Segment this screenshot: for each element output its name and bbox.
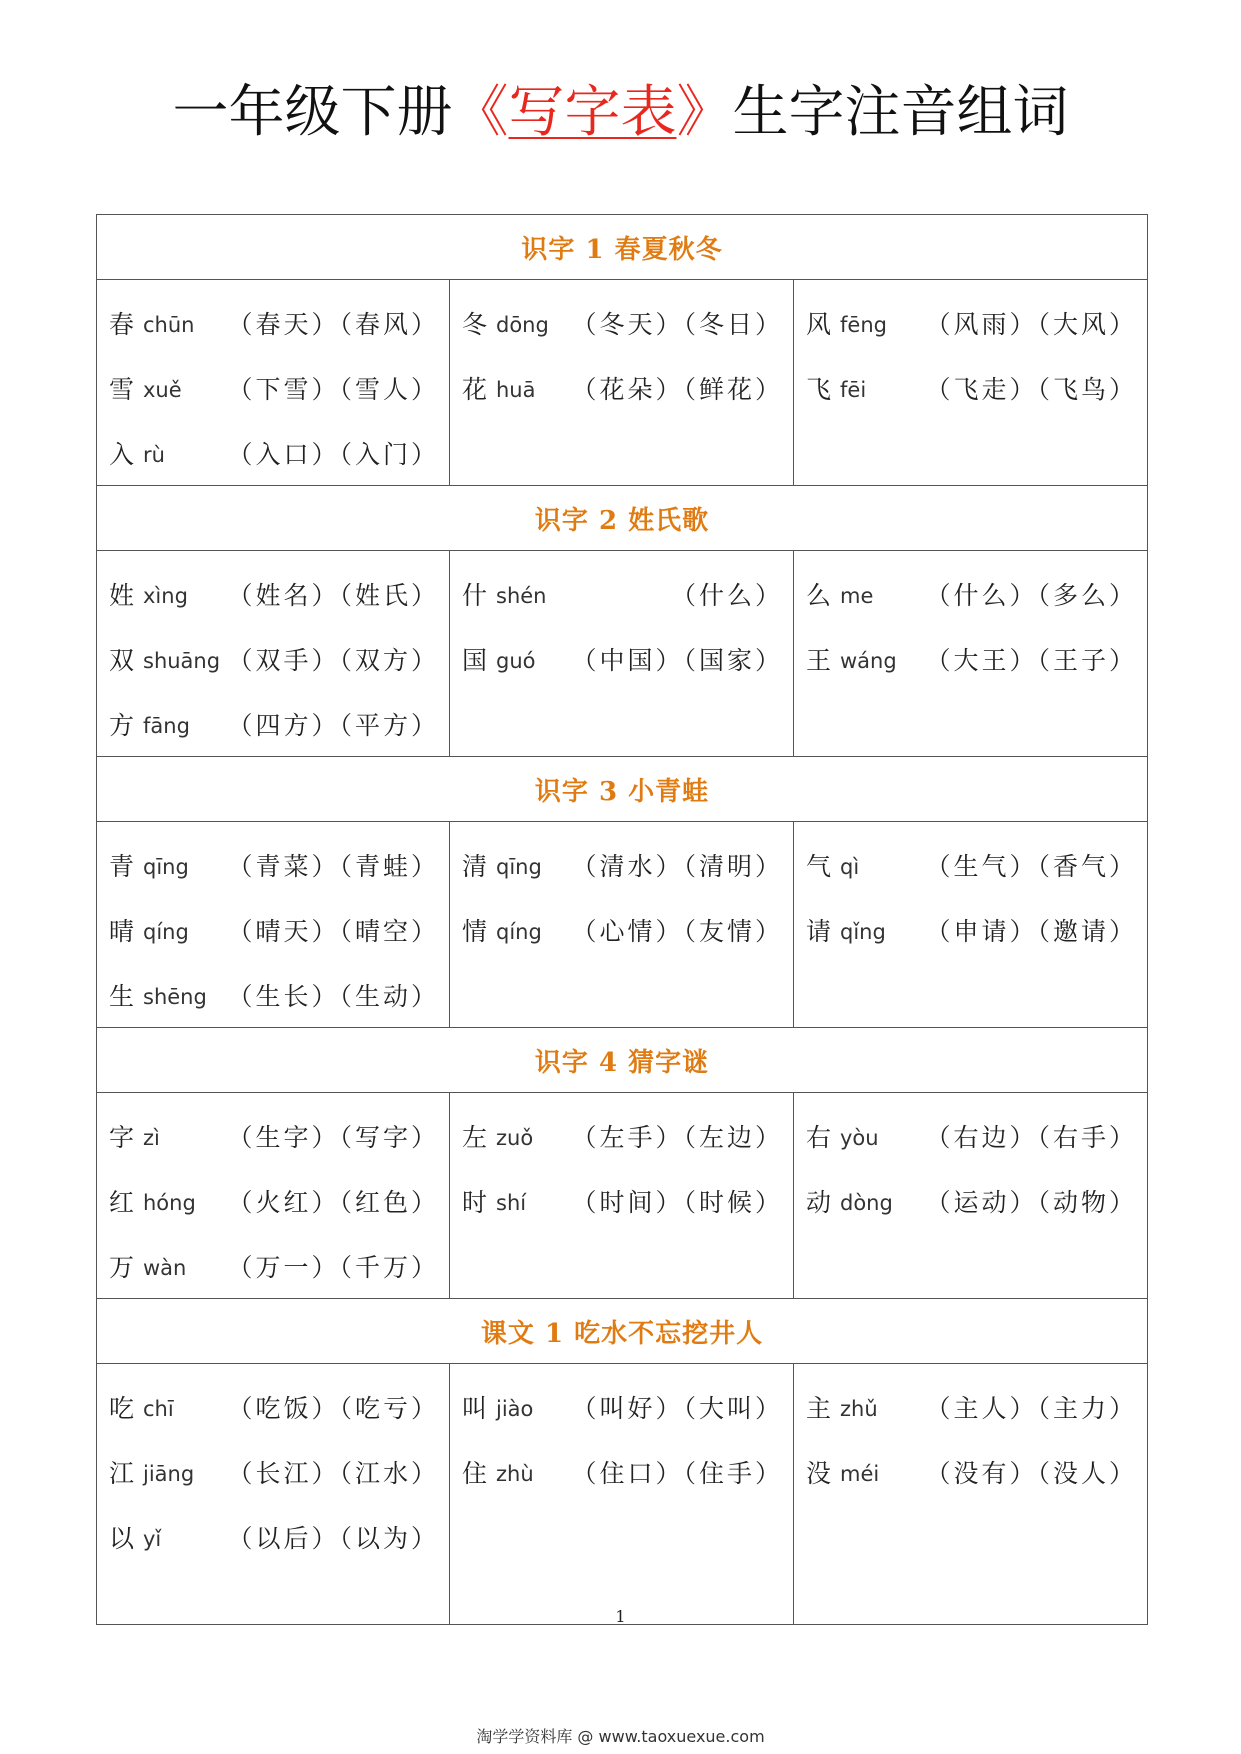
pinyin: dōng [496, 312, 549, 337]
hanzi-character: 右 [806, 1122, 832, 1152]
section-body-row [97, 822, 1148, 1028]
character-entry [109, 1168, 439, 1233]
cell-content [97, 822, 449, 1027]
section-body-row [97, 1093, 1148, 1299]
hanzi-character: 入 [109, 439, 135, 469]
character-cell [794, 1093, 1148, 1299]
title-accent [453, 80, 733, 145]
character-cell [97, 1364, 450, 1625]
pinyin: huā [496, 377, 536, 402]
pinyin: qì [840, 854, 860, 879]
word-groups: （大王）（王子） [925, 645, 1138, 675]
word-groups: （四方）（平方） [227, 710, 439, 740]
hanzi-character: 动 [806, 1187, 832, 1217]
hanzi-character: 晴 [109, 916, 135, 946]
pinyin: shén [496, 583, 547, 608]
hanzi-character: 吃 [109, 1393, 135, 1423]
character-entry [109, 691, 439, 756]
word-groups: （什么） [670, 580, 783, 610]
pinyin: wáng [840, 648, 897, 673]
character-entry [462, 561, 783, 626]
word-groups: （火红）（红色） [227, 1187, 439, 1217]
hanzi-character: 双 [109, 645, 135, 675]
character-cell [97, 551, 450, 757]
character-entry [109, 290, 439, 355]
pinyin: yǐ [143, 1526, 162, 1551]
character-entry [806, 897, 1137, 962]
cell-content [450, 551, 793, 691]
pinyin: zuǒ [496, 1125, 534, 1150]
word-groups: （花朵）（鲜花） [571, 374, 783, 404]
word-groups: （住口）（住手） [571, 1458, 783, 1488]
hanzi-character: 叫 [462, 1393, 488, 1423]
title-prefix: 一年级下册 [172, 80, 453, 145]
hanzi-character: 左 [462, 1122, 488, 1152]
cell-content [97, 1364, 449, 1569]
pinyin: méi [840, 1461, 880, 1486]
hanzi-character: 住 [462, 1458, 488, 1488]
character-entry [109, 897, 439, 962]
word-groups: （以后）（以为） [227, 1523, 439, 1553]
character-entry [109, 355, 439, 420]
word-groups: （双手）（双方） [227, 645, 439, 675]
character-cell [97, 822, 450, 1028]
pinyin: guó [496, 648, 536, 673]
cell-content [97, 551, 449, 756]
character-entry [806, 1439, 1137, 1504]
pinyin: shēng [143, 984, 207, 1009]
character-entry [462, 290, 783, 355]
hanzi-character: 清 [462, 851, 488, 881]
page-number: 1 [615, 1607, 626, 1626]
word-groups: （姓名）（姓氏） [227, 580, 439, 610]
word-groups: （心情）（友情） [571, 916, 783, 946]
character-table-body [97, 215, 1148, 1625]
pinyin: zhù [496, 1461, 534, 1486]
hanzi-character: 主 [806, 1393, 832, 1423]
character-entry [109, 420, 439, 485]
character-entry [462, 897, 783, 962]
character-entry [806, 1103, 1137, 1168]
section-heading: 识字 3 小青蛙 [97, 757, 1148, 822]
cell-content [794, 1364, 1147, 1504]
word-groups: （晴天）（晴空） [227, 916, 439, 946]
hanzi-character: 时 [462, 1187, 488, 1217]
character-cell [794, 822, 1148, 1028]
pinyin: jiào [496, 1396, 534, 1421]
word-groups: （吃饭）（吃亏） [227, 1393, 439, 1423]
section-header-row [97, 1028, 1148, 1093]
section-body-row [97, 1364, 1148, 1625]
pinyin: wàn [143, 1255, 187, 1280]
pinyin: chī [143, 1396, 174, 1421]
character-entry [806, 290, 1137, 355]
pinyin: hóng [143, 1190, 196, 1215]
word-groups: （长江）（江水） [227, 1458, 439, 1488]
pinyin: qǐng [840, 919, 886, 944]
hanzi-character: 春 [109, 309, 135, 339]
hanzi-character: 什 [462, 580, 488, 610]
section-heading: 识字 1 春夏秋冬 [97, 215, 1148, 280]
pinyin: fēng [840, 312, 887, 337]
character-entry [806, 1374, 1137, 1439]
character-cell [450, 280, 794, 486]
word-groups: （飞走）（飞鸟） [925, 374, 1138, 404]
pinyin: zhǔ [840, 1396, 878, 1421]
hanzi-character: 冬 [462, 309, 488, 339]
section-heading: 识字 4 猜字谜 [97, 1028, 1148, 1093]
pinyin: rù [143, 442, 165, 467]
word-groups: （清水）（清明） [571, 851, 783, 881]
pinyin: xìng [143, 583, 188, 608]
character-cell [450, 822, 794, 1028]
word-groups: （万一）（千万） [227, 1252, 439, 1282]
hanzi-character: 没 [806, 1458, 832, 1488]
character-cell [450, 1364, 794, 1625]
hanzi-character: 飞 [806, 374, 832, 404]
character-entry [109, 1233, 439, 1298]
page-title [0, 78, 1241, 148]
character-cell [794, 280, 1148, 486]
word-groups: （生气）（香气） [925, 851, 1138, 881]
title-suffix: 生字注音组词 [732, 80, 1069, 145]
word-groups: （运动）（动物） [925, 1187, 1138, 1217]
hanzi-character: 情 [462, 916, 488, 946]
cell-content [450, 1364, 793, 1504]
hanzi-character: 国 [462, 645, 488, 675]
pinyin: dòng [840, 1190, 893, 1215]
word-groups: （右边）（右手） [925, 1122, 1138, 1152]
character-entry [462, 1168, 783, 1233]
word-groups: （时间）（时候） [571, 1187, 783, 1217]
title-accent-main: 写字表 [508, 80, 677, 145]
pinyin: fāng [143, 713, 190, 738]
hanzi-character: 么 [806, 580, 832, 610]
pinyin: chūn [143, 312, 195, 337]
hanzi-character: 风 [806, 309, 832, 339]
cell-content [794, 551, 1147, 691]
pinyin: me [840, 583, 874, 608]
hanzi-character: 字 [109, 1122, 135, 1152]
word-groups: （什么）（多么） [925, 580, 1138, 610]
character-entry [806, 355, 1137, 420]
character-entry [462, 355, 783, 420]
pinyin: jiāng [143, 1461, 195, 1486]
section-header-row [97, 757, 1148, 822]
character-entry [806, 1168, 1137, 1233]
pinyin: zì [143, 1125, 160, 1150]
word-groups: （左手）（左边） [571, 1122, 783, 1152]
character-entry [109, 1439, 439, 1504]
character-cell [97, 280, 450, 486]
character-entry [109, 561, 439, 626]
title-bracket-open: 《 [452, 80, 509, 145]
cell-content [794, 822, 1147, 962]
hanzi-character: 雪 [109, 374, 135, 404]
character-entry [109, 962, 439, 1027]
hanzi-character: 万 [109, 1252, 135, 1282]
pinyin: qíng [496, 919, 542, 944]
character-entry [806, 626, 1137, 691]
word-groups: （生字）（写字） [227, 1122, 439, 1152]
hanzi-character: 王 [806, 645, 832, 675]
character-entry [109, 1374, 439, 1439]
pinyin: fēi [840, 377, 867, 402]
hanzi-character: 生 [109, 981, 135, 1011]
pinyin: xuě [143, 377, 182, 402]
section-body-row [97, 280, 1148, 486]
title-bracket-close: 》 [676, 80, 733, 145]
word-groups: （青菜）（青蛙） [227, 851, 439, 881]
character-table [96, 214, 1148, 1625]
section-header-row [97, 1299, 1148, 1364]
word-groups: （生长）（生动） [227, 981, 439, 1011]
section-heading: 识字 2 姓氏歌 [97, 486, 1148, 551]
character-entry [462, 1103, 783, 1168]
cell-content [97, 1093, 449, 1298]
hanzi-character: 姓 [109, 580, 135, 610]
cell-content [450, 1093, 793, 1233]
pinyin: qīng [496, 854, 542, 879]
character-entry [462, 626, 783, 691]
pinyin: yòu [840, 1125, 879, 1150]
cell-content [794, 280, 1147, 420]
word-groups: （冬天）（冬日） [571, 309, 783, 339]
pinyin: qíng [143, 919, 189, 944]
pinyin: qīng [143, 854, 189, 879]
hanzi-character: 气 [806, 851, 832, 881]
hanzi-character: 方 [109, 710, 135, 740]
character-cell [450, 1093, 794, 1299]
pinyin: shuāng [143, 648, 221, 673]
cell-content [450, 280, 793, 420]
hanzi-character: 以 [109, 1523, 135, 1553]
character-entry [109, 832, 439, 897]
hanzi-character: 江 [109, 1458, 135, 1488]
section-heading: 课文 1 吃水不忘挖井人 [97, 1299, 1148, 1364]
cell-content [794, 1093, 1147, 1233]
word-groups: （中国）（国家） [571, 645, 783, 675]
character-cell [794, 551, 1148, 757]
word-groups: （春天）（春风） [227, 309, 439, 339]
word-groups: （主人）（主力） [925, 1393, 1138, 1423]
character-entry [462, 1439, 783, 1504]
character-entry [109, 626, 439, 691]
pinyin: shí [496, 1190, 527, 1215]
cell-content [97, 280, 449, 485]
character-cell [97, 1093, 450, 1299]
section-header-row [97, 215, 1148, 280]
character-entry [806, 561, 1137, 626]
section-header-row [97, 486, 1148, 551]
word-groups: （风雨）（大风） [925, 309, 1138, 339]
character-entry [806, 832, 1137, 897]
hanzi-character: 红 [109, 1187, 135, 1217]
word-groups: （申请）（邀请） [925, 916, 1138, 946]
character-entry [109, 1103, 439, 1168]
word-groups: （没有）（没人） [925, 1458, 1138, 1488]
footer-credit: 淘学学资料库 @ www.taoxuexue.com [476, 1727, 765, 1746]
hanzi-character: 青 [109, 851, 135, 881]
character-cell [794, 1364, 1148, 1625]
character-entry [462, 832, 783, 897]
hanzi-character: 花 [462, 374, 488, 404]
character-entry [462, 1374, 783, 1439]
character-entry [109, 1504, 439, 1569]
word-groups: （入口）（入门） [227, 439, 439, 469]
word-groups: （下雪）（雪人） [227, 374, 439, 404]
hanzi-character: 请 [806, 916, 832, 946]
cell-content [450, 822, 793, 962]
section-body-row [97, 551, 1148, 757]
character-cell [450, 551, 794, 757]
word-groups: （叫好）（大叫） [571, 1393, 783, 1423]
